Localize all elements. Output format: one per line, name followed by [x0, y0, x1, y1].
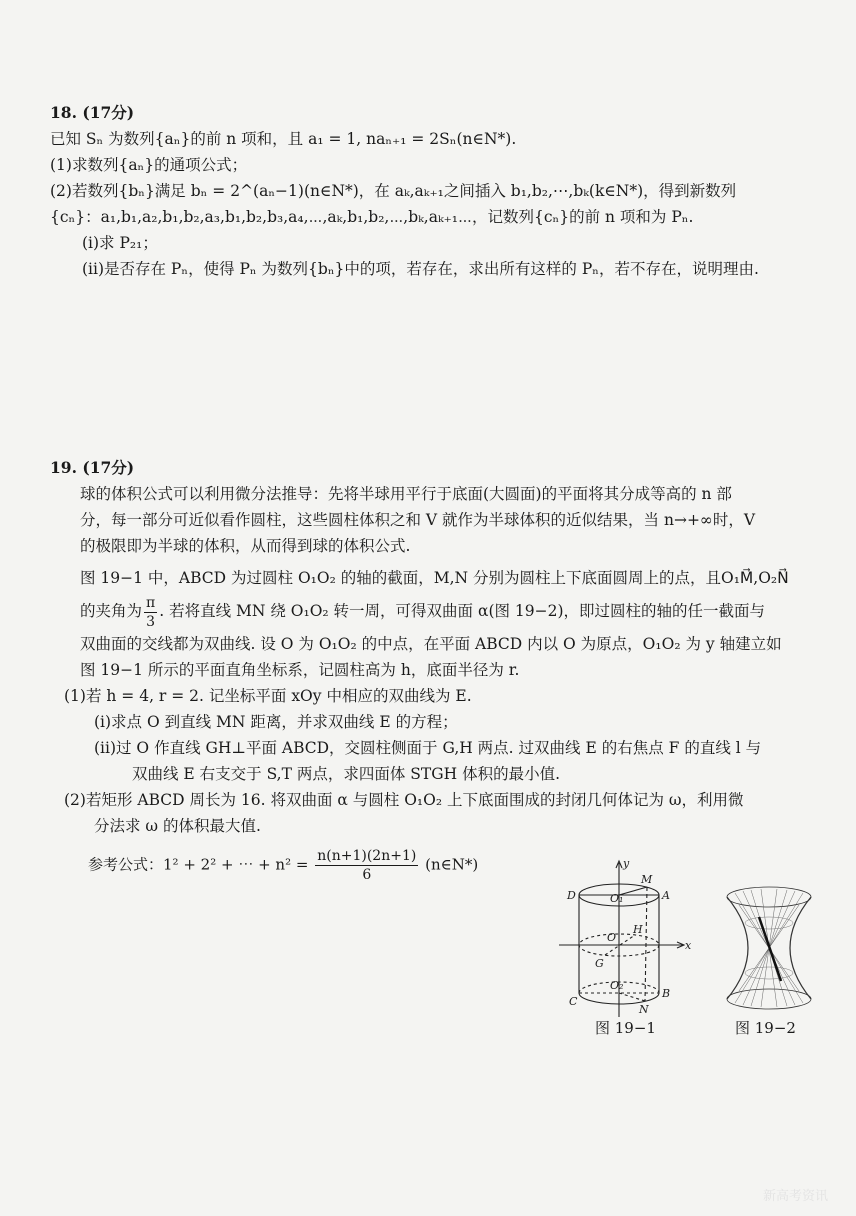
problem-19-question-1-i: (i)求点 O 到直线 MN 距离，并求双曲线 E 的方程；: [94, 713, 458, 731]
problem-18-part-2-line-1: (2)若数列{bₙ}满足 bₙ = 2^(aₙ−1)(n∈N*)，在 aₖ,aₖ₊₁之间插入 b₁,b₂,⋯,bₖ(k∈N*)，得到新数列: [50, 182, 737, 200]
label-n: N: [639, 1003, 649, 1016]
figures: [555, 855, 825, 1045]
angle-text-after: . 若将直线 MN 绕 O₁O₂ 转一周，可得双曲面 α(图 19−2)，即过圆柱的轴的任一截面与: [159, 602, 766, 620]
problem-19-setup-line-1: 图 19−1 中，ABCD 为过圆柱 O₁O₂ 的轴的截面，M,N 分别为圆柱上下底面圆周上的点，且O₁M⃗,O₂N⃗: [80, 569, 789, 587]
label-m: M: [641, 873, 653, 886]
angle-text-before: 的夹角为: [80, 602, 143, 620]
problem-18-header: 18. (17分): [50, 103, 135, 122]
problem-19-question-1: (1)若 h = 4, r = 2. 记坐标平面 xOy 中相应的双曲线为 E.: [64, 687, 472, 705]
label-o1: O₁: [610, 892, 624, 905]
problem-19-question-2-line-2: 分法求 ω 的体积最大值.: [94, 817, 261, 835]
label-b: B: [662, 987, 671, 1000]
label-x: x: [685, 939, 692, 952]
problem-19-intro-line-3: 的极限即为半球的体积，从而得到球的体积公式.: [80, 537, 411, 555]
problem-19-question-1-ii-line-2: 双曲线 E 右支交于 S,T 两点，求四面体 STGH 体积的最小值.: [132, 765, 560, 783]
label-o: O: [607, 931, 617, 944]
label-h: H: [633, 923, 643, 936]
pi-over-3-fraction: [144, 594, 157, 631]
watermark: 新高考资讯: [762, 1189, 828, 1204]
problem-19-question-1-ii-line-1: (ii)过 O 作直线 GH⊥平面 ABCD，交圆柱侧面于 G,H 两点. 过双曲线 E 的右焦点 F 的直线 l 与: [94, 739, 762, 757]
problem-19-question-2-line-1: (2)若矩形 ABCD 周长为 16. 将双曲面 α 与圆柱 O₁O₂ 上下底面围成的封闭几何体记为 ω，利用微: [64, 791, 744, 809]
reference-fraction-numerator: n(n+1)(2n+1): [317, 848, 417, 864]
reference-fraction-denominator: 6: [362, 867, 372, 883]
problem-19-setup-line-4: 图 19−1 所示的平面直角坐标系，记圆柱高为 h，底面半径为 r.: [80, 661, 520, 679]
problem-18-part-2-line-2: {cₙ}：a₁,b₁,a₂,b₁,b₂,a₃,b₁,b₂,b₃,a₄,⋯,aₖ,b₁,b₂,⋯,bₖ,aₖ₊₁⋯，记数列{cₙ}的前 n 项和为 Pₙ.: [50, 208, 694, 226]
reference-formula-condition: (n∈N*): [425, 855, 479, 874]
label-o2: O₂: [610, 979, 624, 992]
fraction-numerator: π: [146, 594, 156, 611]
figure-19-2-hyperboloid: [719, 883, 819, 1013]
label-g: G: [595, 957, 604, 970]
problem-19-header: 19. (17分): [50, 458, 135, 477]
label-a: A: [662, 889, 670, 902]
problem-18-sub-i: (i)求 P₂₁；: [82, 234, 158, 252]
problem-19-setup-line-3: 双曲面的交线都为双曲线. 设 O 为 O₁O₂ 的中点，在平面 ABCD 内以 O 为原点，O₁O₂ 为 y 轴建立如: [80, 635, 782, 653]
figure-19-2-caption: 图 19−2: [735, 1019, 796, 1037]
reference-formula-fraction: [315, 847, 418, 884]
problem-18: [50, 100, 820, 282]
label-c: C: [569, 995, 578, 1008]
problem-19: [50, 455, 820, 884]
reference-formula-label: 参考公式：1² + 2² + ⋯ + n² =: [88, 855, 309, 874]
problem-19-setup-line-2: [50, 591, 820, 631]
problem-19-intro-line-2: 分，每一部分可近似看作圆柱，这些圆柱体积之和 V 就作为半球体积的近似结果，当 n→+∞时，V: [80, 511, 756, 529]
problem-18-part-1: (1)求数列{aₙ}的通项公式；: [50, 156, 248, 174]
problem-19-intro-line-1: 球的体积公式可以利用微分法推导：先将半球用平行于底面(大圆面)的平面将其分成等高的 n 部: [80, 485, 732, 503]
label-d: D: [567, 889, 576, 902]
problem-18-statement: 已知 Sₙ 为数列{aₙ}的前 n 项和，且 a₁ = 1, naₙ₊₁ = 2Sₙ(n∈N*).: [50, 130, 517, 148]
problem-18-sub-ii: (ii)是否存在 Pₙ，使得 Pₙ 为数列{bₙ}中的项，若存在，求出所有这样的 Pₙ，若不存在，说明理由.: [82, 260, 759, 278]
figure-19-1-caption: 图 19−1: [595, 1019, 656, 1037]
fraction-denominator: 3: [146, 613, 156, 630]
label-y: y: [623, 857, 630, 870]
